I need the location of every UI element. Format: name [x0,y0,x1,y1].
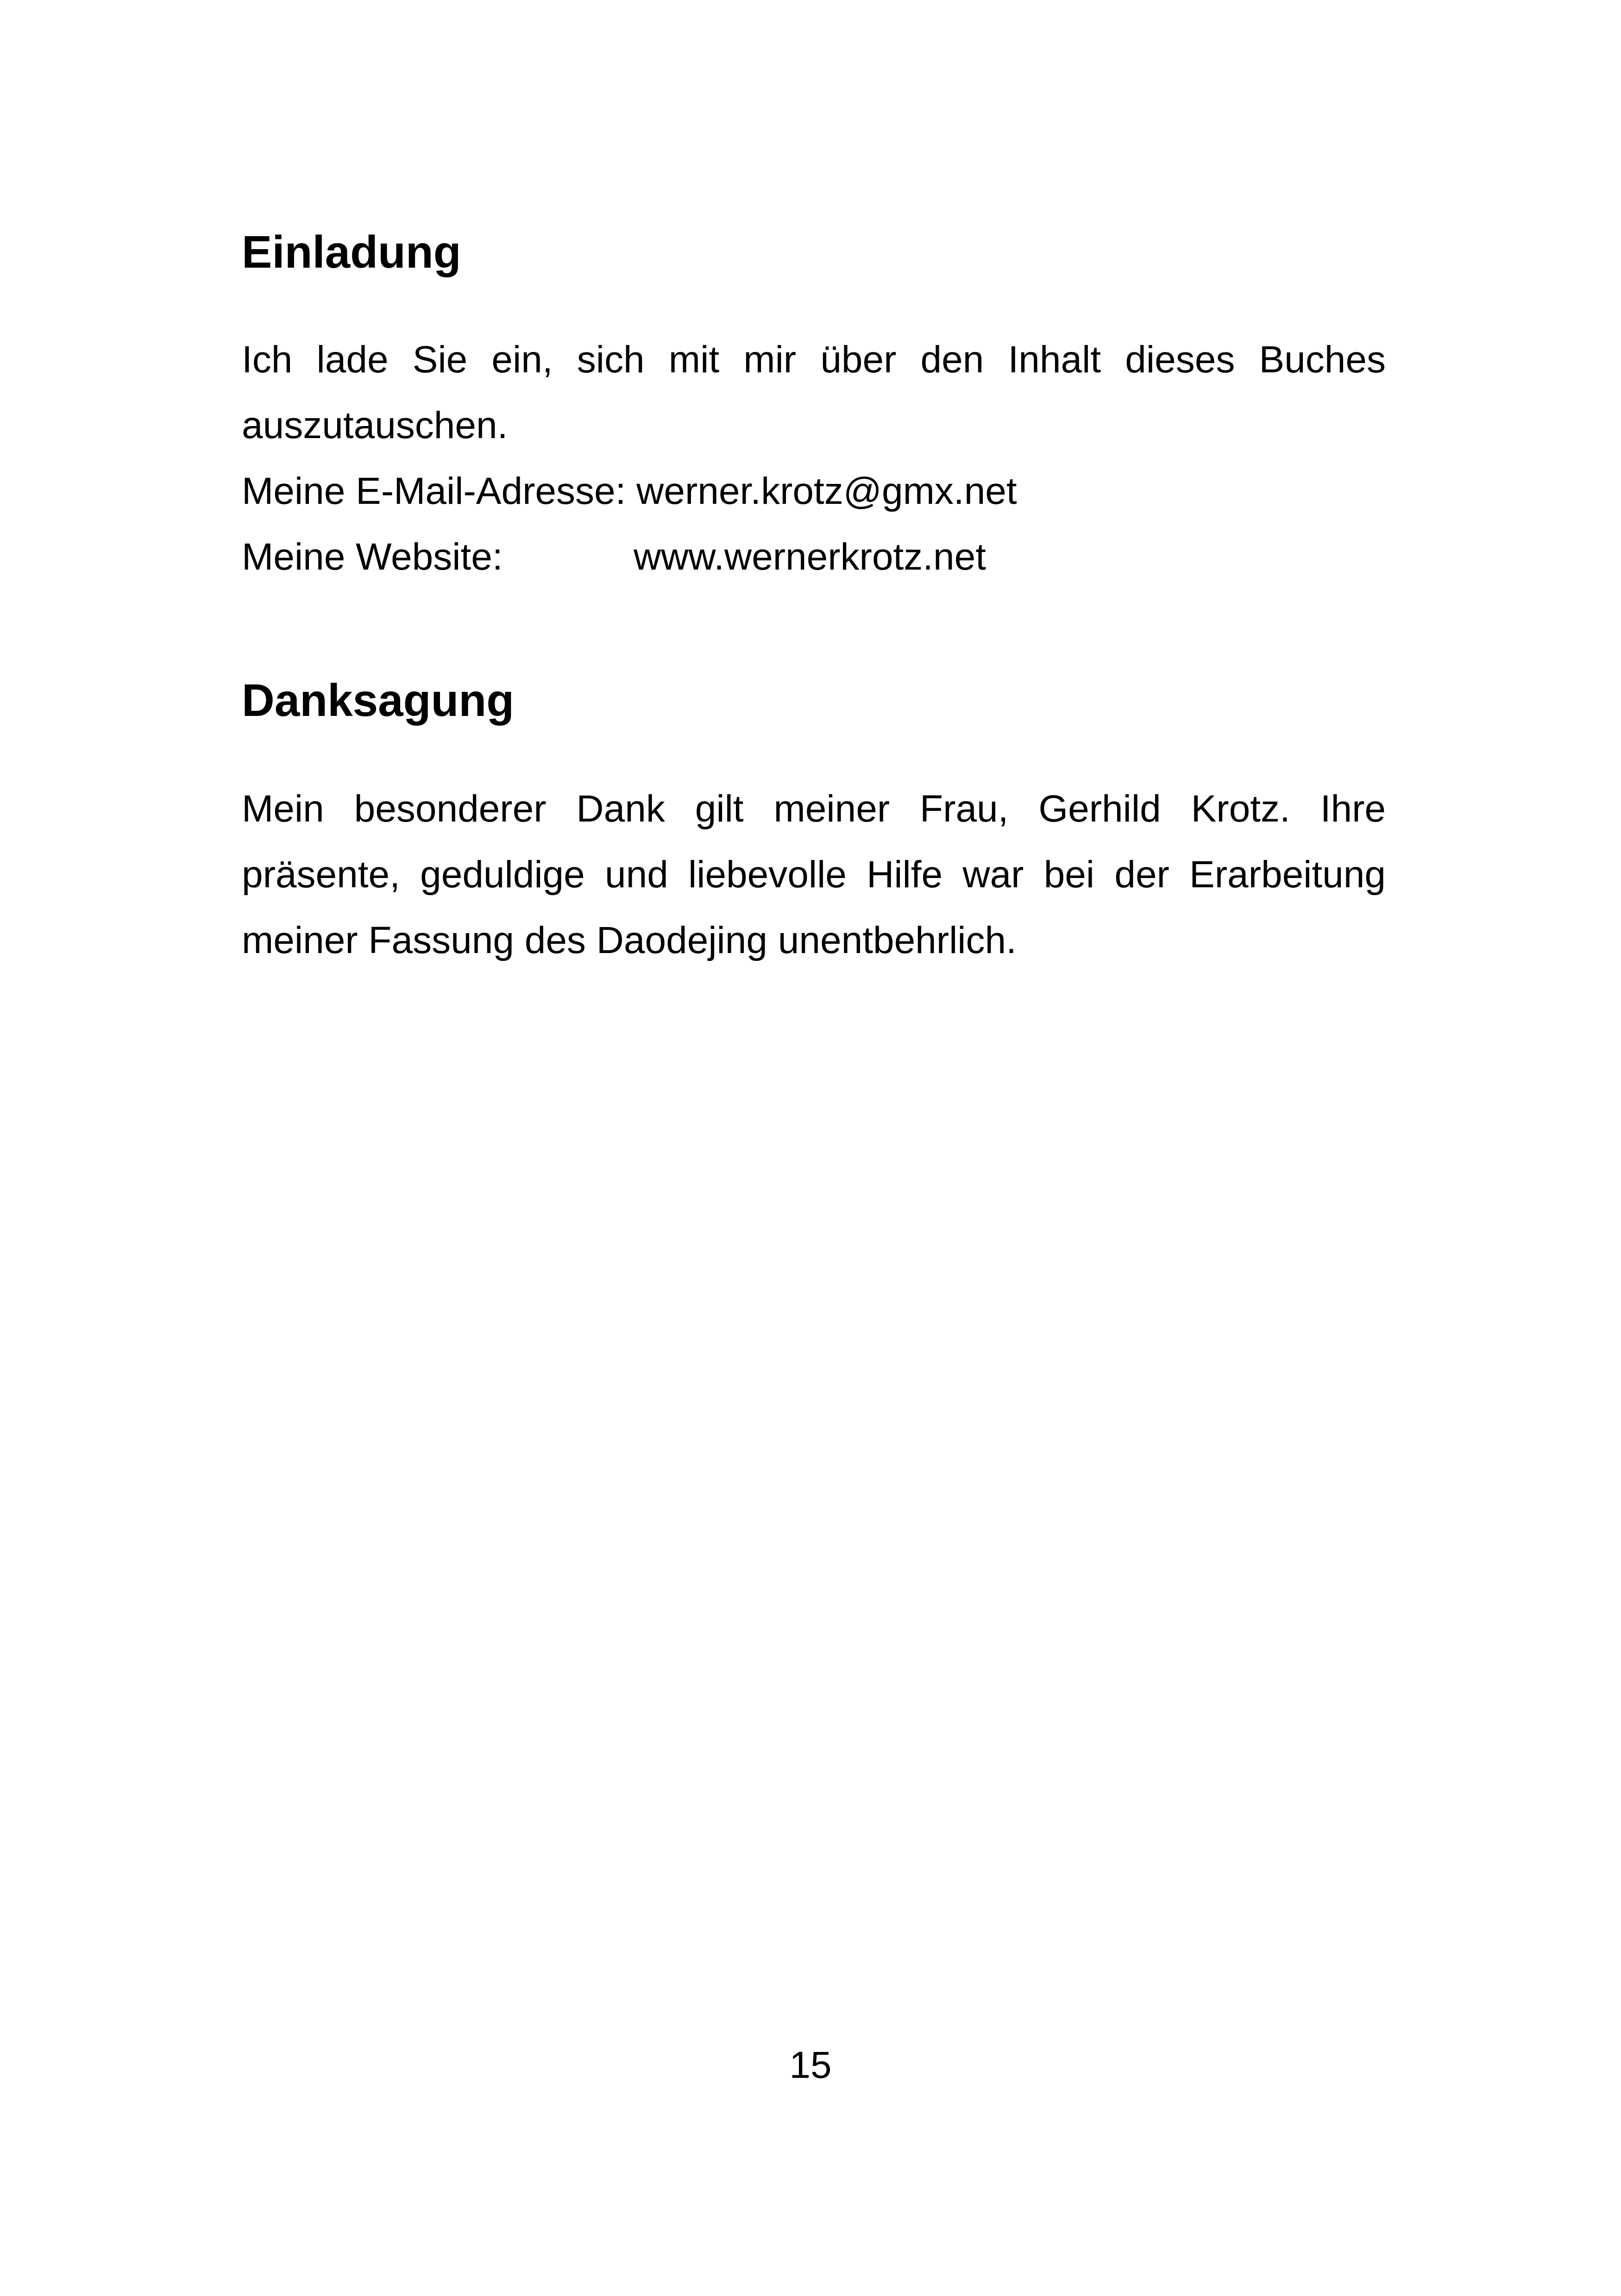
website-label: Meine Website: [242,536,503,578]
acknowledgement-line-3: meiner Fassung des Daodejing unentbehrlich. [242,919,1017,961]
invitation-text-line-1: Ich lade Sie ein, sich mit mir über den Inhalt dieses Buches [242,339,1386,381]
invitation-text-line-2: auszutauschen. [242,404,508,446]
invitation-heading: Einladung [242,226,461,277]
email-label: Meine E-Mail-Adresse: [242,470,626,512]
acknowledgement-line-1: Mein besonderer Dank gilt meiner Frau, Gerhild Krotz. Ihre [242,788,1386,830]
email-link[interactable]: werner.krotz@gmx.net [636,470,1017,512]
acknowledgement-heading: Danksagung [242,675,515,726]
website-link[interactable]: www.wernerkrotz.net [634,536,986,578]
acknowledgement-line-2: präsente, geduldige und liebevolle Hilfe war bei der Erarbeitung [242,853,1386,896]
page-number: 15 [789,2044,832,2086]
acknowledgement-paragraph [242,776,1386,973]
website-line [242,524,1386,590]
email-line [242,458,1017,524]
invitation-paragraph [242,327,1386,458]
